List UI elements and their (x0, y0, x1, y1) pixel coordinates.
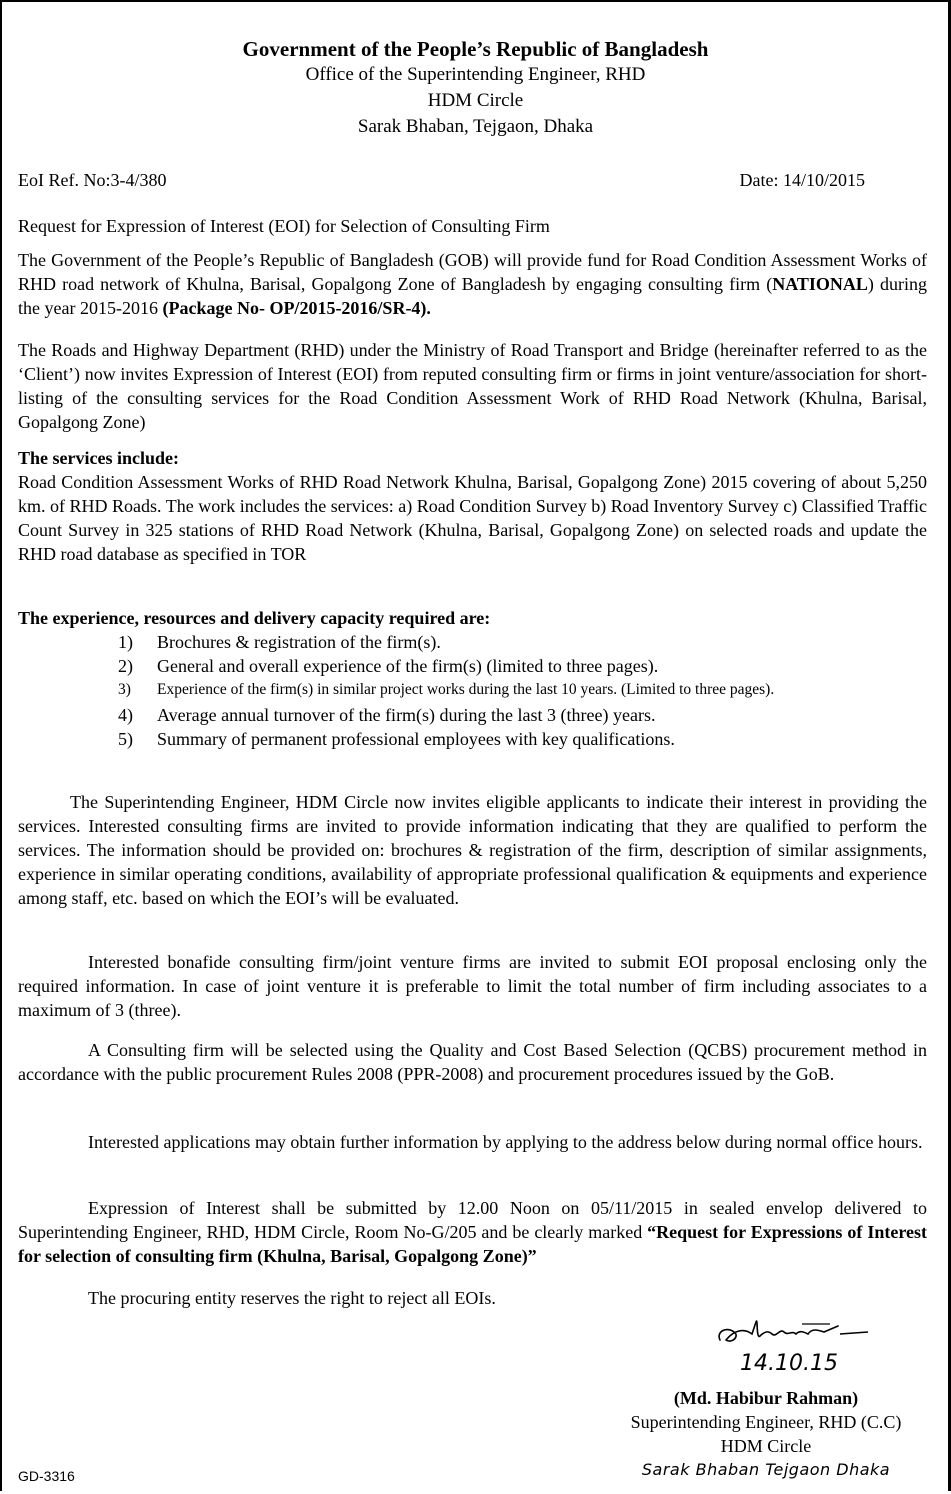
signatory-name: (Md. Habibur Rahman) (673, 1388, 859, 1408)
office-address: Sarak Bhaban, Tejgaon, Dhaka (357, 116, 594, 137)
subject-line: Request for Expression of Interest (EOI) for Selection of Consulting Firm (18, 216, 550, 236)
list-item (118, 703, 927, 727)
services-heading: The services include: (18, 448, 179, 468)
list-item-number: 3) (118, 681, 131, 698)
signatory-block (601, 1386, 931, 1482)
list-item (118, 630, 927, 654)
paragraph-selection-method: A Consulting firm will be selected using the Quality and Cost Based Selection (QCBS) procurement method in accordance with the public procurement Rules 2008 (PPR-2008) and procurement procedures issued by the GoB. (18, 1040, 927, 1084)
signatory-designation: Superintending Engineer, RHD (C.C) (630, 1412, 902, 1432)
requirements-list (118, 630, 927, 751)
list-item-text: Summary of permanent professional employees with key qualifications. (157, 729, 675, 749)
letterhead (0, 36, 951, 140)
list-item-number: 2) (118, 656, 133, 676)
list-item-number: 5) (118, 729, 133, 749)
office-name: Office of the Superintending Engineer, RHD (305, 64, 646, 85)
services-section (18, 446, 927, 566)
list-item-number: 1) (118, 632, 133, 652)
paragraph-joint-venture: Interested bonafide consulting firm/joint venture firms are invited to submit EOI proposal enclosing only the required information. In case of joint venture it is preferable to limit the total number of firm including associates to a maximum of 3 (three). (18, 952, 927, 1020)
circle-name: HDM Circle (427, 90, 524, 111)
reference-number: EoI Ref. No:3-4/380 (18, 170, 167, 190)
document-date: Date: 14/10/2015 (739, 170, 865, 190)
list-item-text: Brochures & registration of the firm(s). (157, 632, 441, 652)
list-item-text: General and overall experience of the firm(s) (limited to three pages). (157, 656, 659, 676)
signature-date: 14.10.15 (740, 1351, 838, 1376)
list-item (118, 727, 927, 751)
paragraph-client-invitation: The Roads and Highway Department (RHD) under the Ministry of Road Transport and Bridge (hereinafter referred to as the ‘Client’) now invites Expression of Interest (EOI) from reputed consulting firm or firms in joint venture/association for short-listing of the consulting services for the Road Condition Assessment Work of RHD Road Network (Khulna, Barisal, Gopalgong Zone) (18, 340, 927, 432)
reference-row (18, 168, 865, 192)
paragraph-funding (18, 248, 927, 320)
list-item-text: Average annual turnover of the firm(s) during the last 3 (three) years. (157, 705, 656, 725)
funding-text-a: The Government of the People’s Republic of Bangladesh (GOB) will provide fund for Road Condition Assessment Works of RHD road network of Khulna, Barisal, Gopalgong Zone of Bangladesh by engaging consulting firm ( (18, 250, 927, 294)
services-text: Road Condition Assessment Works of RHD Road Network Khulna, Barisal, Gopalgong Zone) 2015 covering of about 5,250 km. of RHD Roads. The work includes the services: a) Road Condition Survey b) Road Inventory Survey c) Classified Traffic Count Survey in 325 stations of RHD Road Network (Khulna, Barisal, Gopalgong Zone) on selected roads and update the RHD road database as specified in TOR (18, 472, 927, 564)
signatory-circle: HDM Circle (720, 1436, 812, 1456)
list-item-number: 4) (118, 705, 133, 725)
signatory-address-handwritten: Sarak Bhaban Tejgaon Dhaka (641, 1460, 891, 1479)
paragraph-reservation: The procuring entity reserves the right to reject all EOIs. (88, 1288, 496, 1308)
submission-marking: “Request for Expressions of Interest for selection of consulting firm (Khulna, Barisal, Gopalgong Zone)” (18, 1222, 927, 1266)
paragraph-submission (18, 1196, 927, 1268)
document-code: GD-3316 (18, 1468, 75, 1484)
experience-heading-text: The experience, resources and delivery capacity required are: (18, 608, 491, 628)
handwritten-signature (712, 1310, 872, 1376)
experience-heading (18, 606, 927, 630)
funding-bold-package: (Package No- OP/2015-2016/SR-4). (162, 298, 431, 318)
funding-bold-national: NATIONAL (772, 274, 868, 294)
government-title: Government of the People’s Republic of Bangladesh (242, 37, 709, 61)
submission-text: Expression of Interest shall be submitted by 12.00 Noon on 05/11/2015 in sealed envelop delivered to Superintending Engineer, RHD, HDM Circle, Room No-G/205 and be clearly marked (18, 1198, 927, 1242)
list-item-text: Experience of the firm(s) in similar project works during the last 10 years. (Limited to three pages). (157, 681, 775, 698)
list-item (118, 680, 927, 700)
paragraph-applicant-invitation: The Superintending Engineer, HDM Circle now invites eligible applicants to indicate their interest in providing the services. Interested consulting firms are invited to provide information indicating that they are qualified to perform the services. The information should be provided on: brochures & registration of the firm, description of similar assignments, experience in similar operating conditions, availability of appropriate professional qualification & equipments and experience among staff, etc. based on which the EOI’s will be evaluated. (18, 792, 927, 908)
paragraph-further-info: Interested applications may obtain further information by applying to the address below during normal office hours. (88, 1132, 923, 1152)
funding-text-b: ) during the year 2015-2016 (18, 274, 927, 318)
list-item (118, 654, 927, 678)
